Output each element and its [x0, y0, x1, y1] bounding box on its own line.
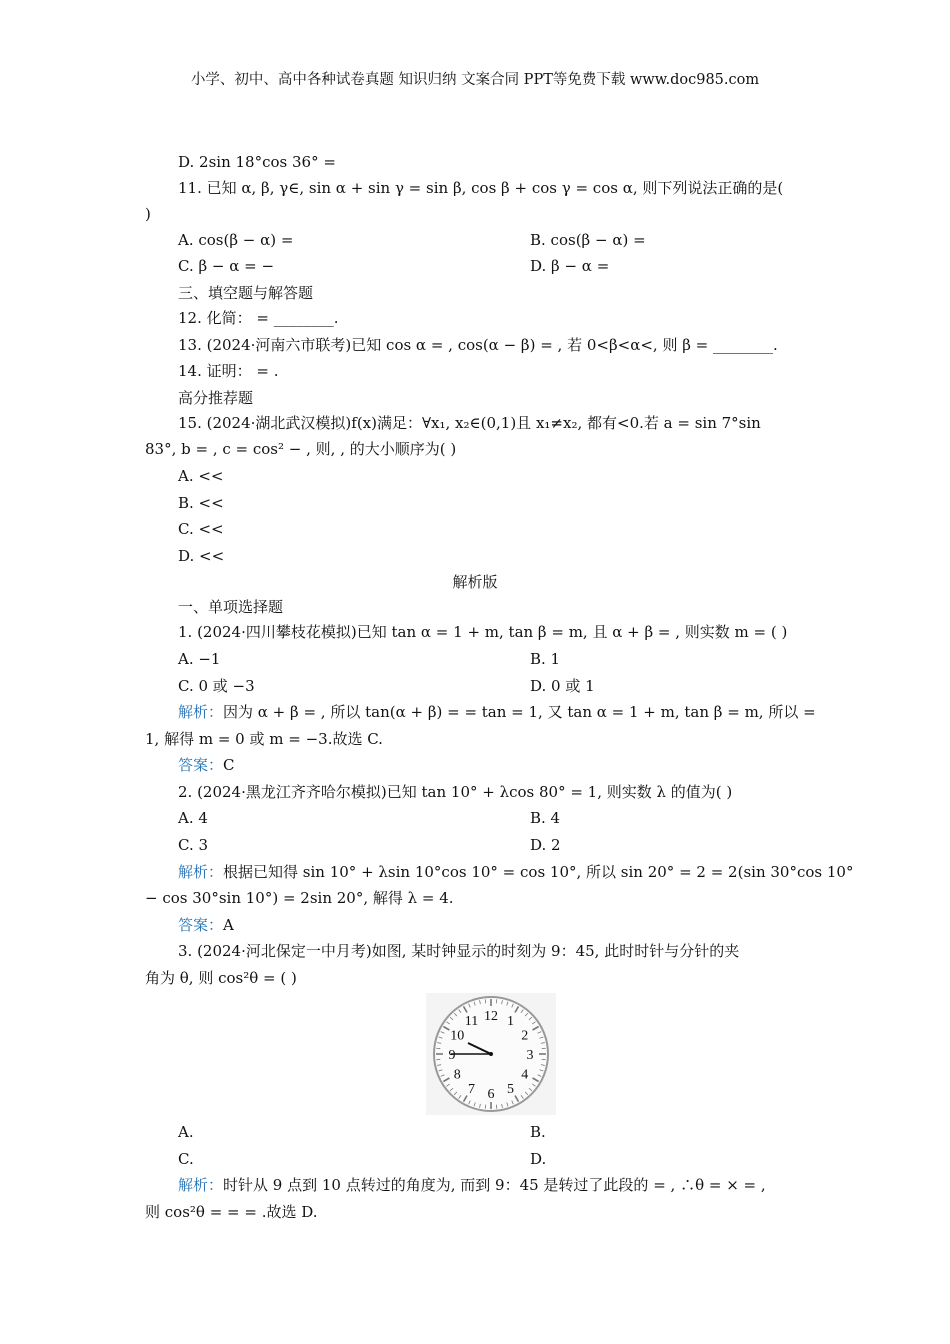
q2-option-b: B. 4	[530, 809, 561, 827]
clock-numeral: 7	[468, 1081, 475, 1097]
q11-option-c: C. β − α = −	[178, 257, 275, 275]
solution-label: 解析：	[178, 1176, 224, 1194]
clock-center	[489, 1052, 493, 1056]
q15-option-b: B. <<	[178, 494, 224, 512]
answer-label: 答案：	[178, 916, 224, 934]
question-15: 15. (2024·湖北武汉模拟)f(x)满足：∀x₁, x₂∈(0,1)且 x₁≠x₂, 都有<0.若 a = sin 7°sin	[178, 414, 761, 432]
question-3-cont: 角为 θ, 则 cos²θ = ( )	[145, 969, 297, 987]
question-14: 14. 证明： = .	[178, 362, 279, 380]
q1-option-c: C. 0 或 −3	[178, 677, 255, 695]
q1-option-a: A. −1	[178, 650, 221, 668]
section-heading-advanced: 高分推荐题	[178, 389, 254, 407]
clock-figure	[426, 993, 556, 1115]
q3-solution	[178, 1175, 766, 1195]
q2-option-d: D. 2	[530, 836, 561, 854]
q2-option-c: C. 3	[178, 836, 209, 854]
q2-solution-cont: − cos 30°sin 10°) = 2sin 20°, 解得 λ = 4.	[145, 889, 454, 907]
clock-numeral: 6	[487, 1087, 495, 1102]
question-11-cont: )	[145, 205, 151, 223]
question-11: 11. 已知 α, β, γ∈, sin α + sin γ = sin β, cos β + cos γ = cos α, 则下列说法正确的是(	[178, 179, 784, 197]
q15-option-a: A. <<	[178, 467, 224, 485]
q1-answer	[178, 755, 235, 775]
q11-option-b: B. cos(β − α) =	[530, 231, 646, 249]
answer-section-title: 解析版	[452, 573, 498, 591]
page-header: 小学、初中、高中各种试卷真题 知识归纳 文案合同 PPT等免费下载 www.doc985.com	[190, 72, 760, 88]
solution-text: 时针从 9 点到 10 点转过的角度为, 而到 9：45 是转过了此段的 = , ∴θ = × = ,	[223, 1176, 766, 1194]
section-heading-single: 一、单项选择题	[178, 598, 284, 616]
question-13: 13. (2024·河南六市联考)已知 cos α = , cos(α − β) = , 若 0<β<α<, 则 β = ________.	[178, 336, 778, 354]
q1-option-b: B. 1	[530, 650, 561, 668]
answer-value: A	[223, 916, 234, 934]
clock-numeral: 4	[521, 1067, 529, 1083]
section-heading-fill: 三、填空题与解答题	[178, 284, 314, 302]
q1-solution	[178, 702, 816, 722]
question-15-cont: 83°, b = , c = cos² − , 则, , 的大小顺序为( )	[145, 440, 457, 458]
answer-label: 答案：	[178, 756, 224, 774]
question-1: 1. (2024·四川攀枝花模拟)已知 tan α = 1 + m, tan β = m, 且 α + β = , 则实数 m = ( )	[178, 623, 788, 641]
q3-option-a: A.	[178, 1123, 194, 1141]
q3-option-d: D.	[530, 1150, 547, 1168]
q11-option-a: A. cos(β − α) =	[178, 231, 294, 249]
solution-label: 解析：	[178, 863, 224, 881]
q2-solution	[178, 862, 853, 882]
clock-numeral: 5	[507, 1081, 514, 1097]
q3-option-c: C.	[178, 1150, 194, 1168]
q3-solution-cont: 则 cos²θ = = = .故选 D.	[145, 1203, 318, 1221]
q3-option-b: B.	[530, 1123, 546, 1141]
q1-option-d: D. 0 或 1	[530, 677, 595, 695]
q2-option-a: A. 4	[178, 809, 208, 827]
solution-label: 解析：	[178, 703, 224, 721]
clock-numeral: 2	[521, 1028, 529, 1044]
q11-option-d: D. β − α =	[530, 257, 610, 275]
clock-numeral: 8	[453, 1067, 461, 1083]
q15-option-c: C. <<	[178, 520, 224, 538]
answer-value: C	[223, 756, 235, 774]
question-2: 2. (2024·黑龙江齐齐哈尔模拟)已知 tan 10° + λcos 80° = 1, 则实数 λ 的值为( )	[178, 783, 733, 801]
solution-text: 因为 α + β = , 所以 tan(α + β) = = tan = 1, 又 tan α = 1 + m, tan β = m, 所以 =	[223, 703, 816, 721]
question-12: 12. 化简： = ________.	[178, 309, 339, 327]
clock-numeral: 11	[464, 1014, 479, 1030]
clock-numeral: 3	[526, 1048, 534, 1063]
q1-solution-cont: 1, 解得 m = 0 或 m = −3.故选 C.	[145, 730, 383, 748]
option-d-q10: D. 2sin 18°cos 36° =	[178, 153, 336, 171]
solution-text: 根据已知得 sin 10° + λsin 10°cos 10° = cos 10°, 所以 sin 20° = 2 = 2(sin 30°cos 10°	[223, 863, 854, 881]
clock-numeral: 12	[484, 1009, 498, 1024]
clock-numeral: 10	[450, 1028, 465, 1044]
question-3: 3. (2024·河北保定一中月考)如图, 某时钟显示的时刻为 9：45, 此时时针与分针的夹	[178, 942, 740, 960]
clock-numeral: 1	[507, 1014, 514, 1030]
q2-answer	[178, 915, 234, 935]
clock-numeral: 9	[448, 1048, 456, 1063]
q15-option-d: D. <<	[178, 547, 225, 565]
